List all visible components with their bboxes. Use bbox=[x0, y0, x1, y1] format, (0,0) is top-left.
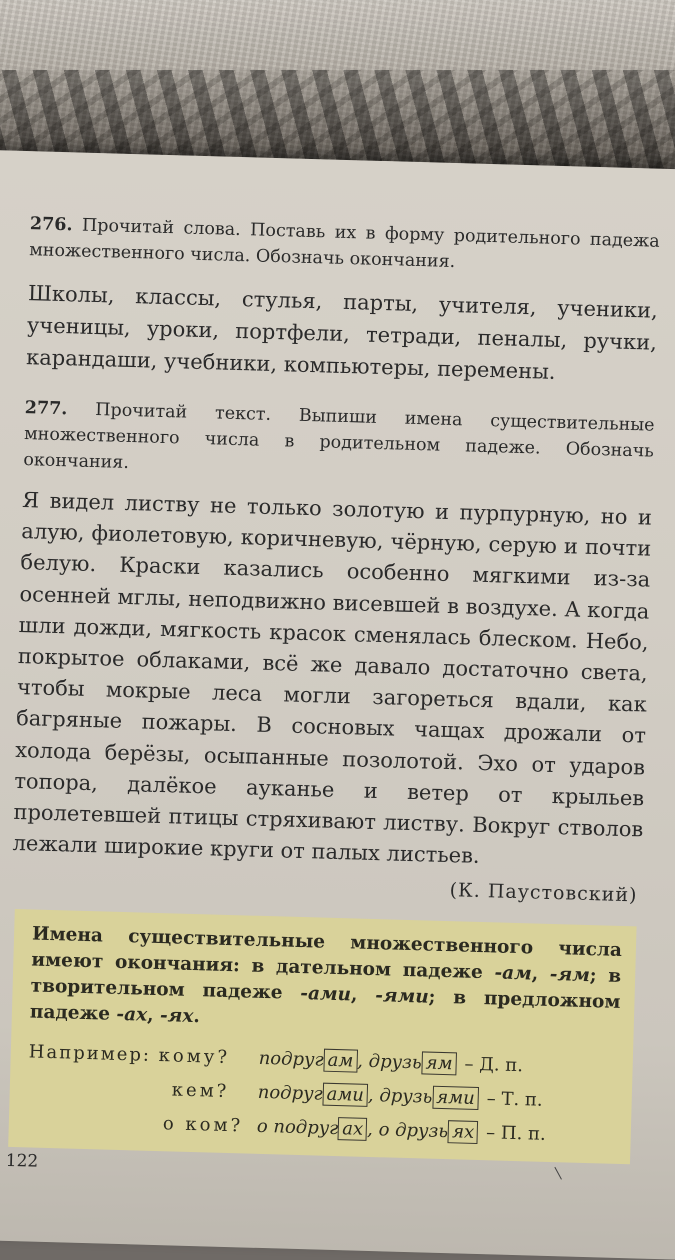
task-277-text: Прочитай текст. Выпиши имена существительные множественного числа в родительном падеже. Обозначь окончания. bbox=[23, 400, 655, 473]
example-question: кем? bbox=[171, 1079, 230, 1103]
rule-ending-yami: -ями bbox=[374, 985, 429, 1009]
example-words: о подруг ах , о друзь ях bbox=[256, 1110, 478, 1150]
rule-part-2: ; в творительном падеже bbox=[30, 965, 622, 1005]
example-words: подруг ам , друзь ям bbox=[258, 1042, 457, 1082]
textbook-page bbox=[0, 150, 675, 1260]
rule-ending-ah: -ах bbox=[116, 1004, 148, 1027]
rule-part-1: Имена существительные множественного числа имеют окончания: в дательном падеже bbox=[31, 923, 623, 984]
passage-author: (К. Паустовский) bbox=[449, 879, 638, 907]
ending-box: ами bbox=[322, 1083, 368, 1107]
ending-box: ах bbox=[338, 1118, 368, 1142]
rule-ending-am: -ам bbox=[494, 962, 533, 985]
task-276-text: Прочитай слова. Поставь их в форму родительного падежа множественного числа. Обозначь окончания. bbox=[28, 215, 660, 273]
ending-box: ях bbox=[448, 1121, 479, 1145]
rule-text bbox=[30, 922, 623, 1042]
task-276-number: 276. bbox=[29, 214, 73, 236]
rule-examples bbox=[26, 1036, 619, 1154]
task-277-passage: Я видел листву не только золотую и пурпурную, но и алую, фиолетовую, коричневую, чёрную, серую и почти белую. Краски казались особенно мягкими из-за осенней мглы, неподвижно висевшей в воздухе. А когда шли дожди, мягкость красок сменялась блеском. Небо, покрытое облаками, всё же давало достаточно света, чтобы мокрые леса могли загореться вдали, как багряные пожары. В сосновых чащах дрожали от холода берёзы, осыпанные позолотой. Эхо от ударов топора, далёкое ауканье и ветер от крыльев пролетевшей птицы стряхивают листву. Вокруг стволов лежали широкие круги от палых листьев. bbox=[12, 488, 653, 869]
task-276-word-list: Школы, классы, стулья, парты, учителя, ученики, ученицы, уроки, портфели, тетради, пеналы, ручки, карандаши, учебники, компьютеры, перемены. bbox=[25, 281, 659, 384]
task-276-instruction bbox=[29, 211, 660, 281]
example-question: о ком? bbox=[162, 1113, 244, 1137]
pencil-mark bbox=[554, 1167, 562, 1180]
grammar-rule-box bbox=[8, 909, 636, 1164]
example-words: подруг ами , друзь ями bbox=[257, 1076, 479, 1116]
ending-box: ам bbox=[323, 1049, 357, 1073]
rule-part-3: ; в предложном падеже bbox=[29, 987, 621, 1026]
rule-sep-1: , bbox=[531, 963, 551, 986]
rule-ending-ami: -ами bbox=[300, 983, 352, 1006]
rule-sep-3: , bbox=[146, 1005, 161, 1027]
ending-box: ями bbox=[432, 1086, 479, 1110]
page-content bbox=[4, 211, 660, 1165]
ending-box: ям bbox=[421, 1052, 456, 1076]
case-label: – Д. п. bbox=[464, 1054, 524, 1077]
page-number: 122 bbox=[5, 1150, 39, 1172]
example-lead: Например: кому? bbox=[28, 1041, 231, 1069]
rule-sep-2: , bbox=[350, 984, 376, 1007]
case-label: – Т. п. bbox=[486, 1088, 543, 1112]
case-label: – П. п. bbox=[485, 1122, 547, 1146]
rule-end: . bbox=[193, 1006, 201, 1028]
task-277-instruction bbox=[23, 395, 655, 491]
task-277-number: 277. bbox=[24, 398, 68, 420]
rule-ending-yam: -ям bbox=[549, 964, 591, 987]
rule-ending-yah: -ях bbox=[159, 1005, 194, 1028]
